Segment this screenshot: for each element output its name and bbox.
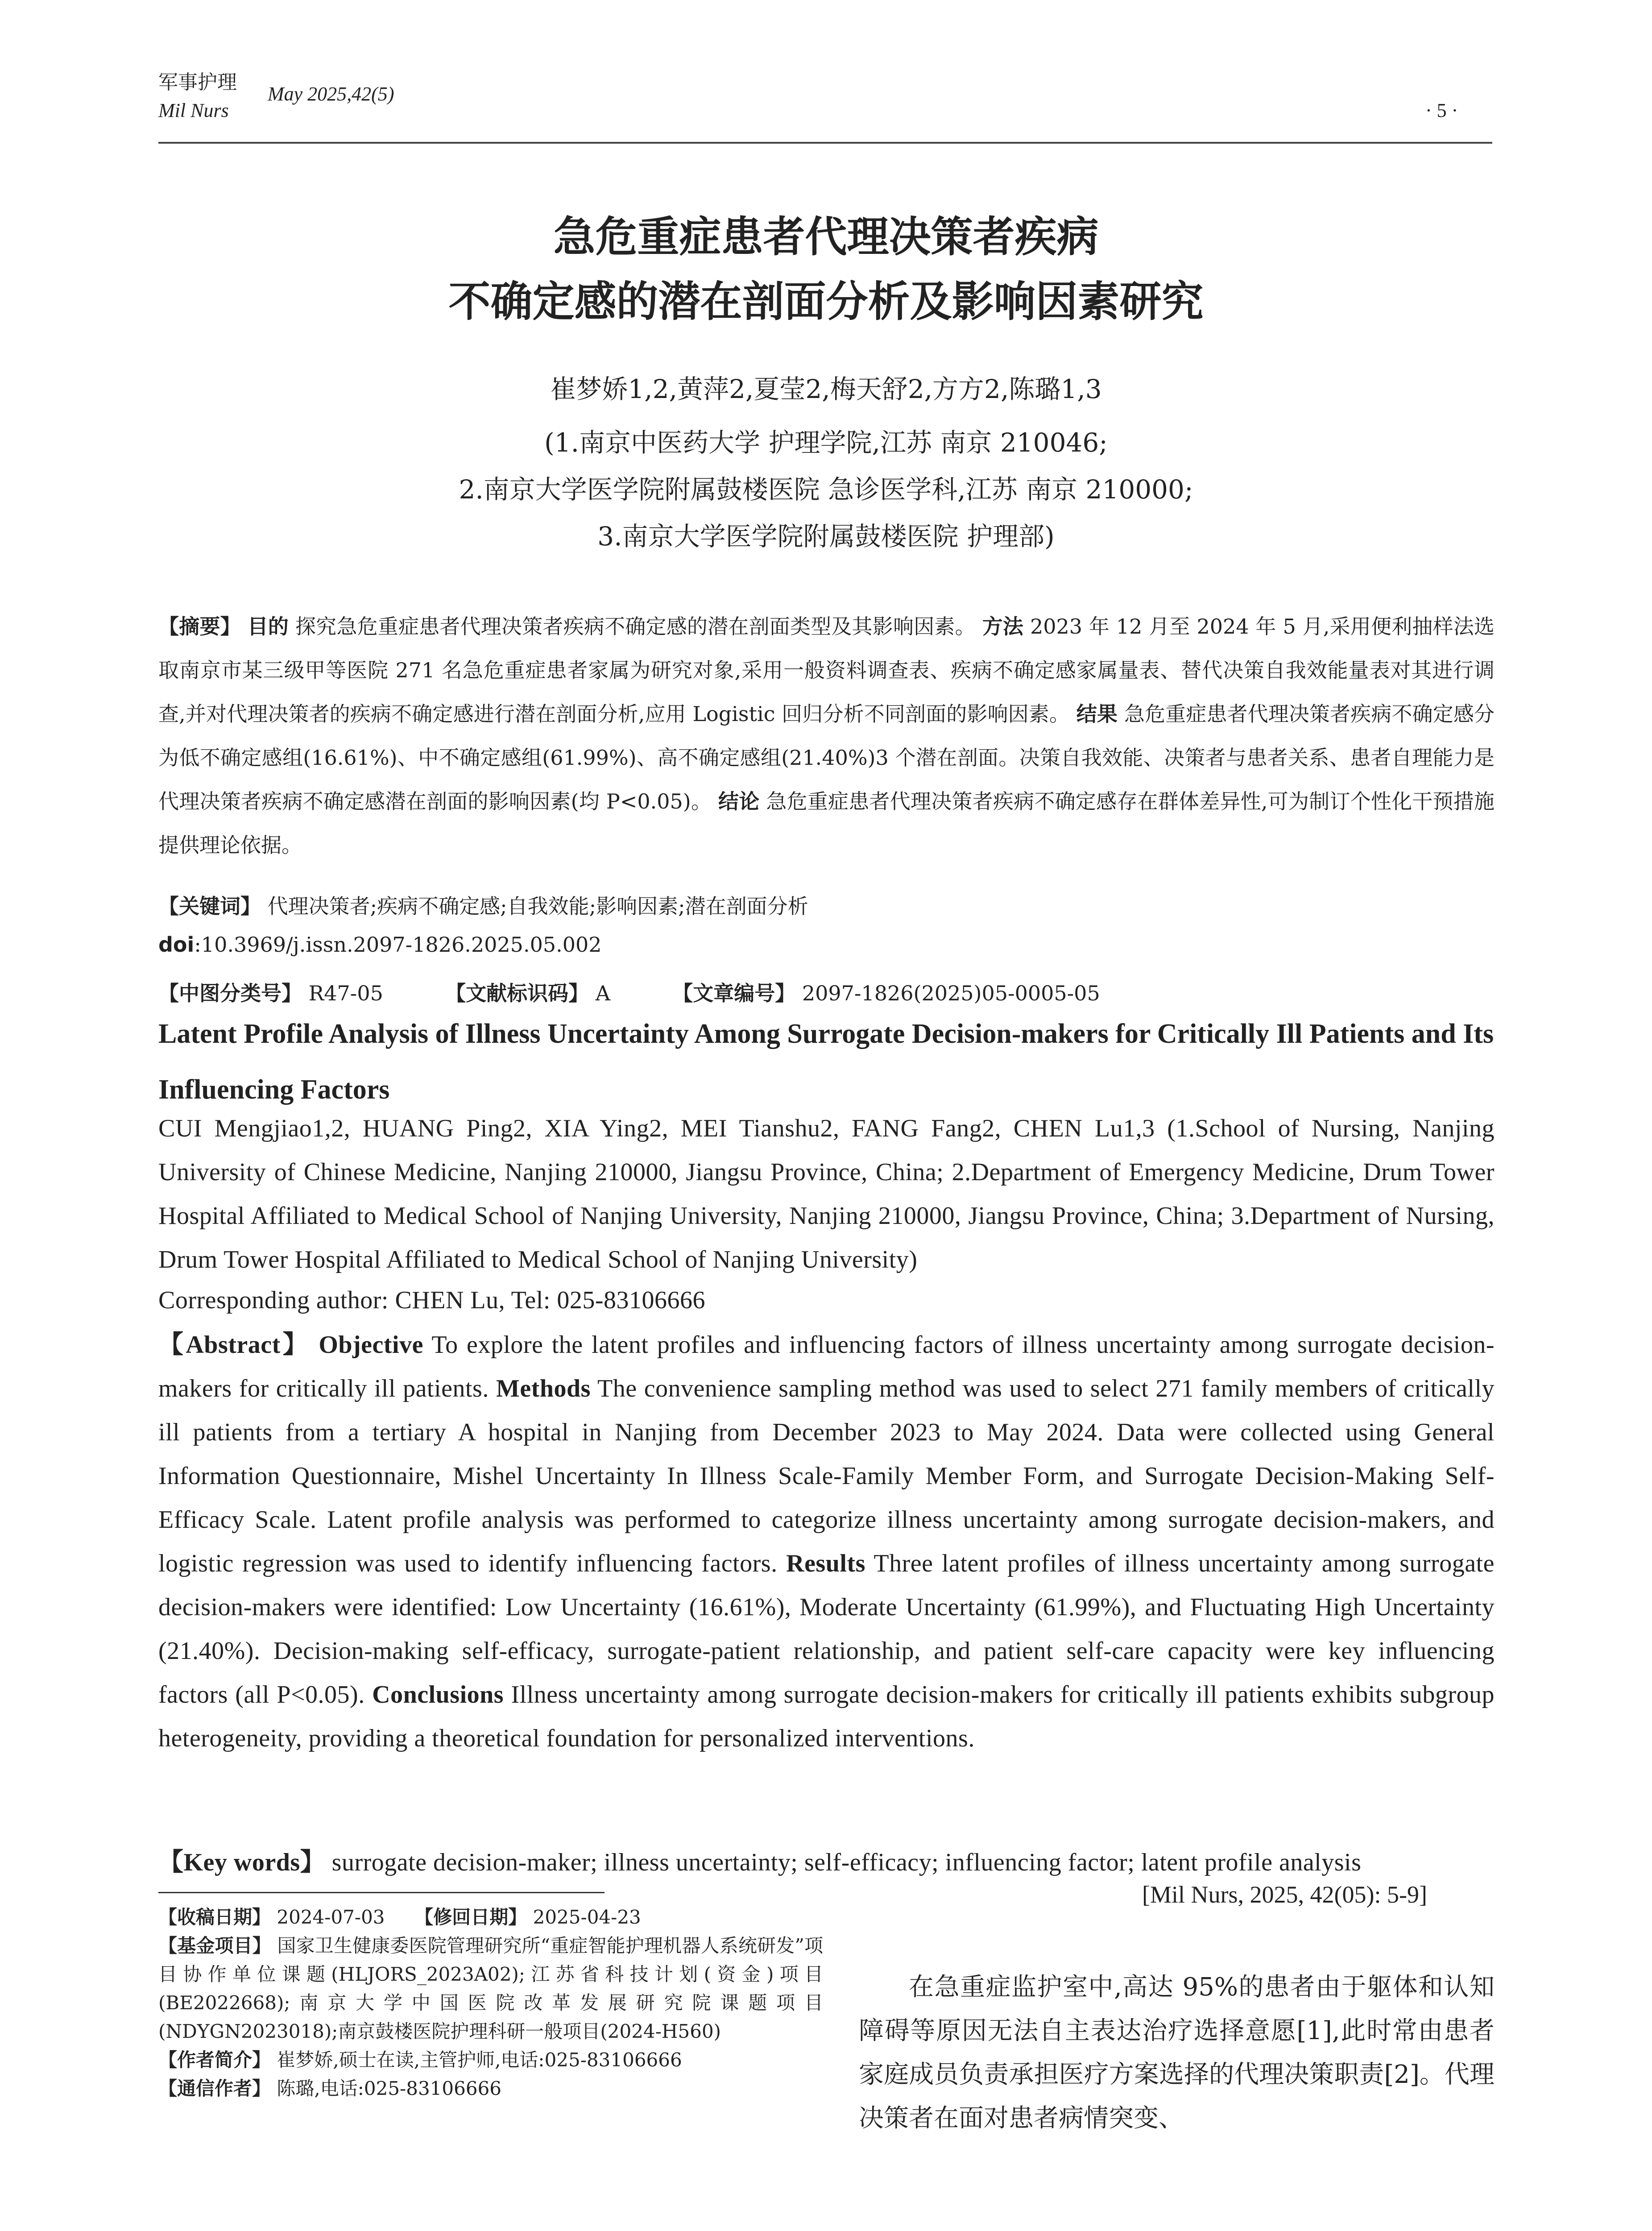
doc-code-label: 【文献标识码】: [445, 981, 589, 1005]
body-paragraph: 在急重症监护室中,高达 95%的患者由于躯体和认知障碍等原因无法自主表达治疗选择意愿[1],此时常由患者家庭成员负责承担医疗方案选择的代理决策职责[2]。代理决策者在面对患者病情突变、: [859, 1973, 1495, 2133]
methods-label: 方法: [982, 614, 1024, 639]
methods-en-label: Methods: [496, 1375, 591, 1402]
doi-line: [158, 933, 602, 957]
page-number: · 5 ·: [1425, 100, 1458, 121]
doi-link[interactable]: :10.3969/j.issn.2097-1826.2025.05.002: [194, 933, 602, 957]
conclusion-label: 结论: [718, 789, 760, 813]
affiliation-3: 3.南京大学医学院附属鼓楼医院 护理部): [597, 521, 1055, 552]
keywords-en-text: surrogate decision-maker; illness uncertainty; self-efficacy; influencing factor; latent profile analysis: [331, 1849, 1362, 1876]
authors: 崔梦娇1,2,黄萍2,夏莹2,梅天舒2,方方2,陈璐1,3: [550, 374, 1102, 404]
fund-label: 【基金项目】: [158, 1935, 271, 1957]
doc-code-value: A: [595, 981, 610, 1005]
objective-label: 目的: [247, 614, 289, 639]
received-label: 【收稿日期】: [158, 1906, 271, 1928]
footnote-fund: [158, 1932, 823, 2046]
methods-text: 2023 年 12 月至 2024 年 5 月,采用便利抽样法选取南京市某三级甲等医院 271 名急危重症患者家属为研究对象,采用一般资料调查表、疾病不确定感家属量表、替代决策自我效能量表对其进行调查,并对代理决策者的疾病不确定感进行潜在剖面分析,应用 Logistic 回归分析不同剖面的影响因素。: [158, 614, 1495, 726]
footnote-dates: [158, 1903, 823, 1932]
keywords-en-label: 【Key words】: [158, 1849, 326, 1876]
author-bio-label: 【作者简介】: [158, 2049, 271, 2071]
results-en-label: Results: [786, 1550, 865, 1577]
corr-author-label: 【通信作者】: [158, 2078, 271, 2099]
conclusions-en-label: Conclusions: [372, 1681, 504, 1708]
abstract-en-label: 【Abstract】: [158, 1331, 310, 1359]
abstract-cn: [158, 605, 1495, 867]
clc-label: 【中图分类号】: [158, 981, 302, 1005]
footnote: [158, 1903, 823, 2103]
citation: [Mil Nurs, 2025, 42(05): 5-9]: [1142, 1881, 1427, 1908]
footnote-author: [158, 2046, 823, 2074]
affiliation-1: (1.南京中医药大学 护理学院,江苏 南京 210046;: [544, 427, 1108, 458]
journal-name-cn: 军事护理: [158, 71, 237, 94]
keywords-label: 【关键词】: [158, 894, 261, 918]
corresponding-author: Corresponding author: CHEN Lu, Tel: 025-83106666: [158, 1286, 706, 1314]
keywords-text: 代理决策者;疾病不确定感;自我效能;影响因素;潜在剖面分析: [267, 894, 808, 918]
footnote-corresponding: [158, 2074, 823, 2103]
results-label: 结果: [1076, 702, 1118, 726]
article-number-label: 【文章编号】: [672, 981, 796, 1005]
keywords-en: [158, 1841, 1495, 1884]
keywords-cn: [158, 890, 808, 920]
clc-value: R47-05: [308, 981, 383, 1005]
article-number-value: 2097-1826(2025)05-0005-05: [802, 981, 1100, 1005]
objective-en-text: To explore the latent profiles and influencing factors of illness uncertainty among surrogate decision-makers for critically ill patients.: [158, 1331, 1495, 1402]
objective-text: 探究急危重症患者代理决策者疾病不确定感的潜在剖面类型及其影响因素。: [295, 614, 976, 639]
revised-label: 【修回日期】: [414, 1906, 527, 1928]
author-bio-text: 崔梦娇,硕士在读,主管护师,电话:025-83106666: [277, 2049, 682, 2071]
abstract-label: 【摘要】: [158, 614, 241, 639]
journal-name-en: Mil Nurs: [158, 100, 229, 121]
corr-author-text: 陈璐,电话:025-83106666: [277, 2078, 502, 2099]
doi-label: doi: [158, 933, 195, 957]
results-en-text: Three latent profiles of illness uncertainty among surrogate decision-makers were identified: Low Uncertainty (16.61%), Moderate Uncertainty (61.99%), and Fluctuating High Uncertainty (21.40%). Decision-making self-efficacy, surrogate-patient relationship, and patient self-care capacity were key influencing factors (all P<0.05).: [158, 1550, 1495, 1708]
results-text: 急危重症患者代理决策者疾病不确定感分为低不确定感组(16.61%)、中不确定感组(61.99%)、高不确定感组(21.40%)3 个潜在剖面。决策自我效能、决策者与患者关系、患者自理能力是代理决策者疾病不确定感潜在剖面的影响因素(均 P<0.05)。: [158, 702, 1495, 813]
title-line-2: 不确定感的潜在剖面分析及影响因素研究: [448, 278, 1204, 326]
objective-en-label: Objective: [319, 1331, 423, 1359]
methods-en-text: The convenience sampling method was used to select 271 family members of critically ill patients from a tertiary A hospital in Nanjing from December 2023 to May 2024. Data were collected using General Information Questionnaire, Mishel Uncertainty In Illness Scale-Family Member Form, and Surrogate Decision-Making Self-Efficacy Scale. Latent profile analysis was performed to categorize illness uncertainty among surrogate decision-makers, and logistic regression was used to identify influencing factors.: [158, 1375, 1495, 1577]
classification-line: [158, 977, 1100, 1007]
issue-info: May 2025,42(5): [268, 83, 394, 105]
header-rule: [158, 142, 1492, 144]
conclusions-en-text: Illness uncertainty among surrogate decision-makers for critically ill patients exhibits subgroup heterogeneity, providing a theoretical foundation for personalized interventions.: [158, 1681, 1495, 1752]
received-date: 2024-07-03: [277, 1906, 385, 1928]
english-authors: CUI Mengjiao1,2, HUANG Ping2, XIA Ying2, MEI Tianshu2, FANG Fang2, CHEN Lu1,3 (1.School of Nursing, Nanjing University of Chinese Medicine, Nanjing 210000, Jiangsu Province, China; 2.Department of Emergency Medicine, Drum Tower Hospital Affiliated to Medical School of Nanjing University, Nanjing 210000, Jiangsu Province, China; 3.Department of Nursing, Drum Tower Hospital Affiliated to Medical School of Nanjing University): [158, 1115, 1495, 1273]
english-title: Latent Profile Analysis of Illness Uncertainty Among Surrogate Decision-makers for Critically Ill Patients and Its Influencing Factors: [158, 1019, 1494, 1105]
abstract-en: [158, 1323, 1495, 1760]
fund-text: 国家卫生健康委医院管理研究所“重症智能护理机器人系统研发”项目协作单位课题(HLJORS_2023A02);江苏省科技计划(资金)项目(BE2022668);南京大学中国医院改革发展研究院课题项目(NDYGN2023018);南京鼓楼医院护理科研一般项目(2024-H560): [158, 1935, 823, 2042]
title-line-1: 急危重症患者代理决策者疾病: [553, 213, 1099, 261]
footnote-rule: [158, 1892, 604, 1893]
affiliation-2: 2.南京大学医学院附属鼓楼医院 急诊医学科,江苏 南京 210000;: [459, 474, 1193, 505]
conclusion-text: 急危重症患者代理决策者疾病不确定感存在群体差异性,可为制订个性化干预措施提供理论依据。: [158, 789, 1495, 857]
revised-date: 2025-04-23: [533, 1906, 641, 1928]
